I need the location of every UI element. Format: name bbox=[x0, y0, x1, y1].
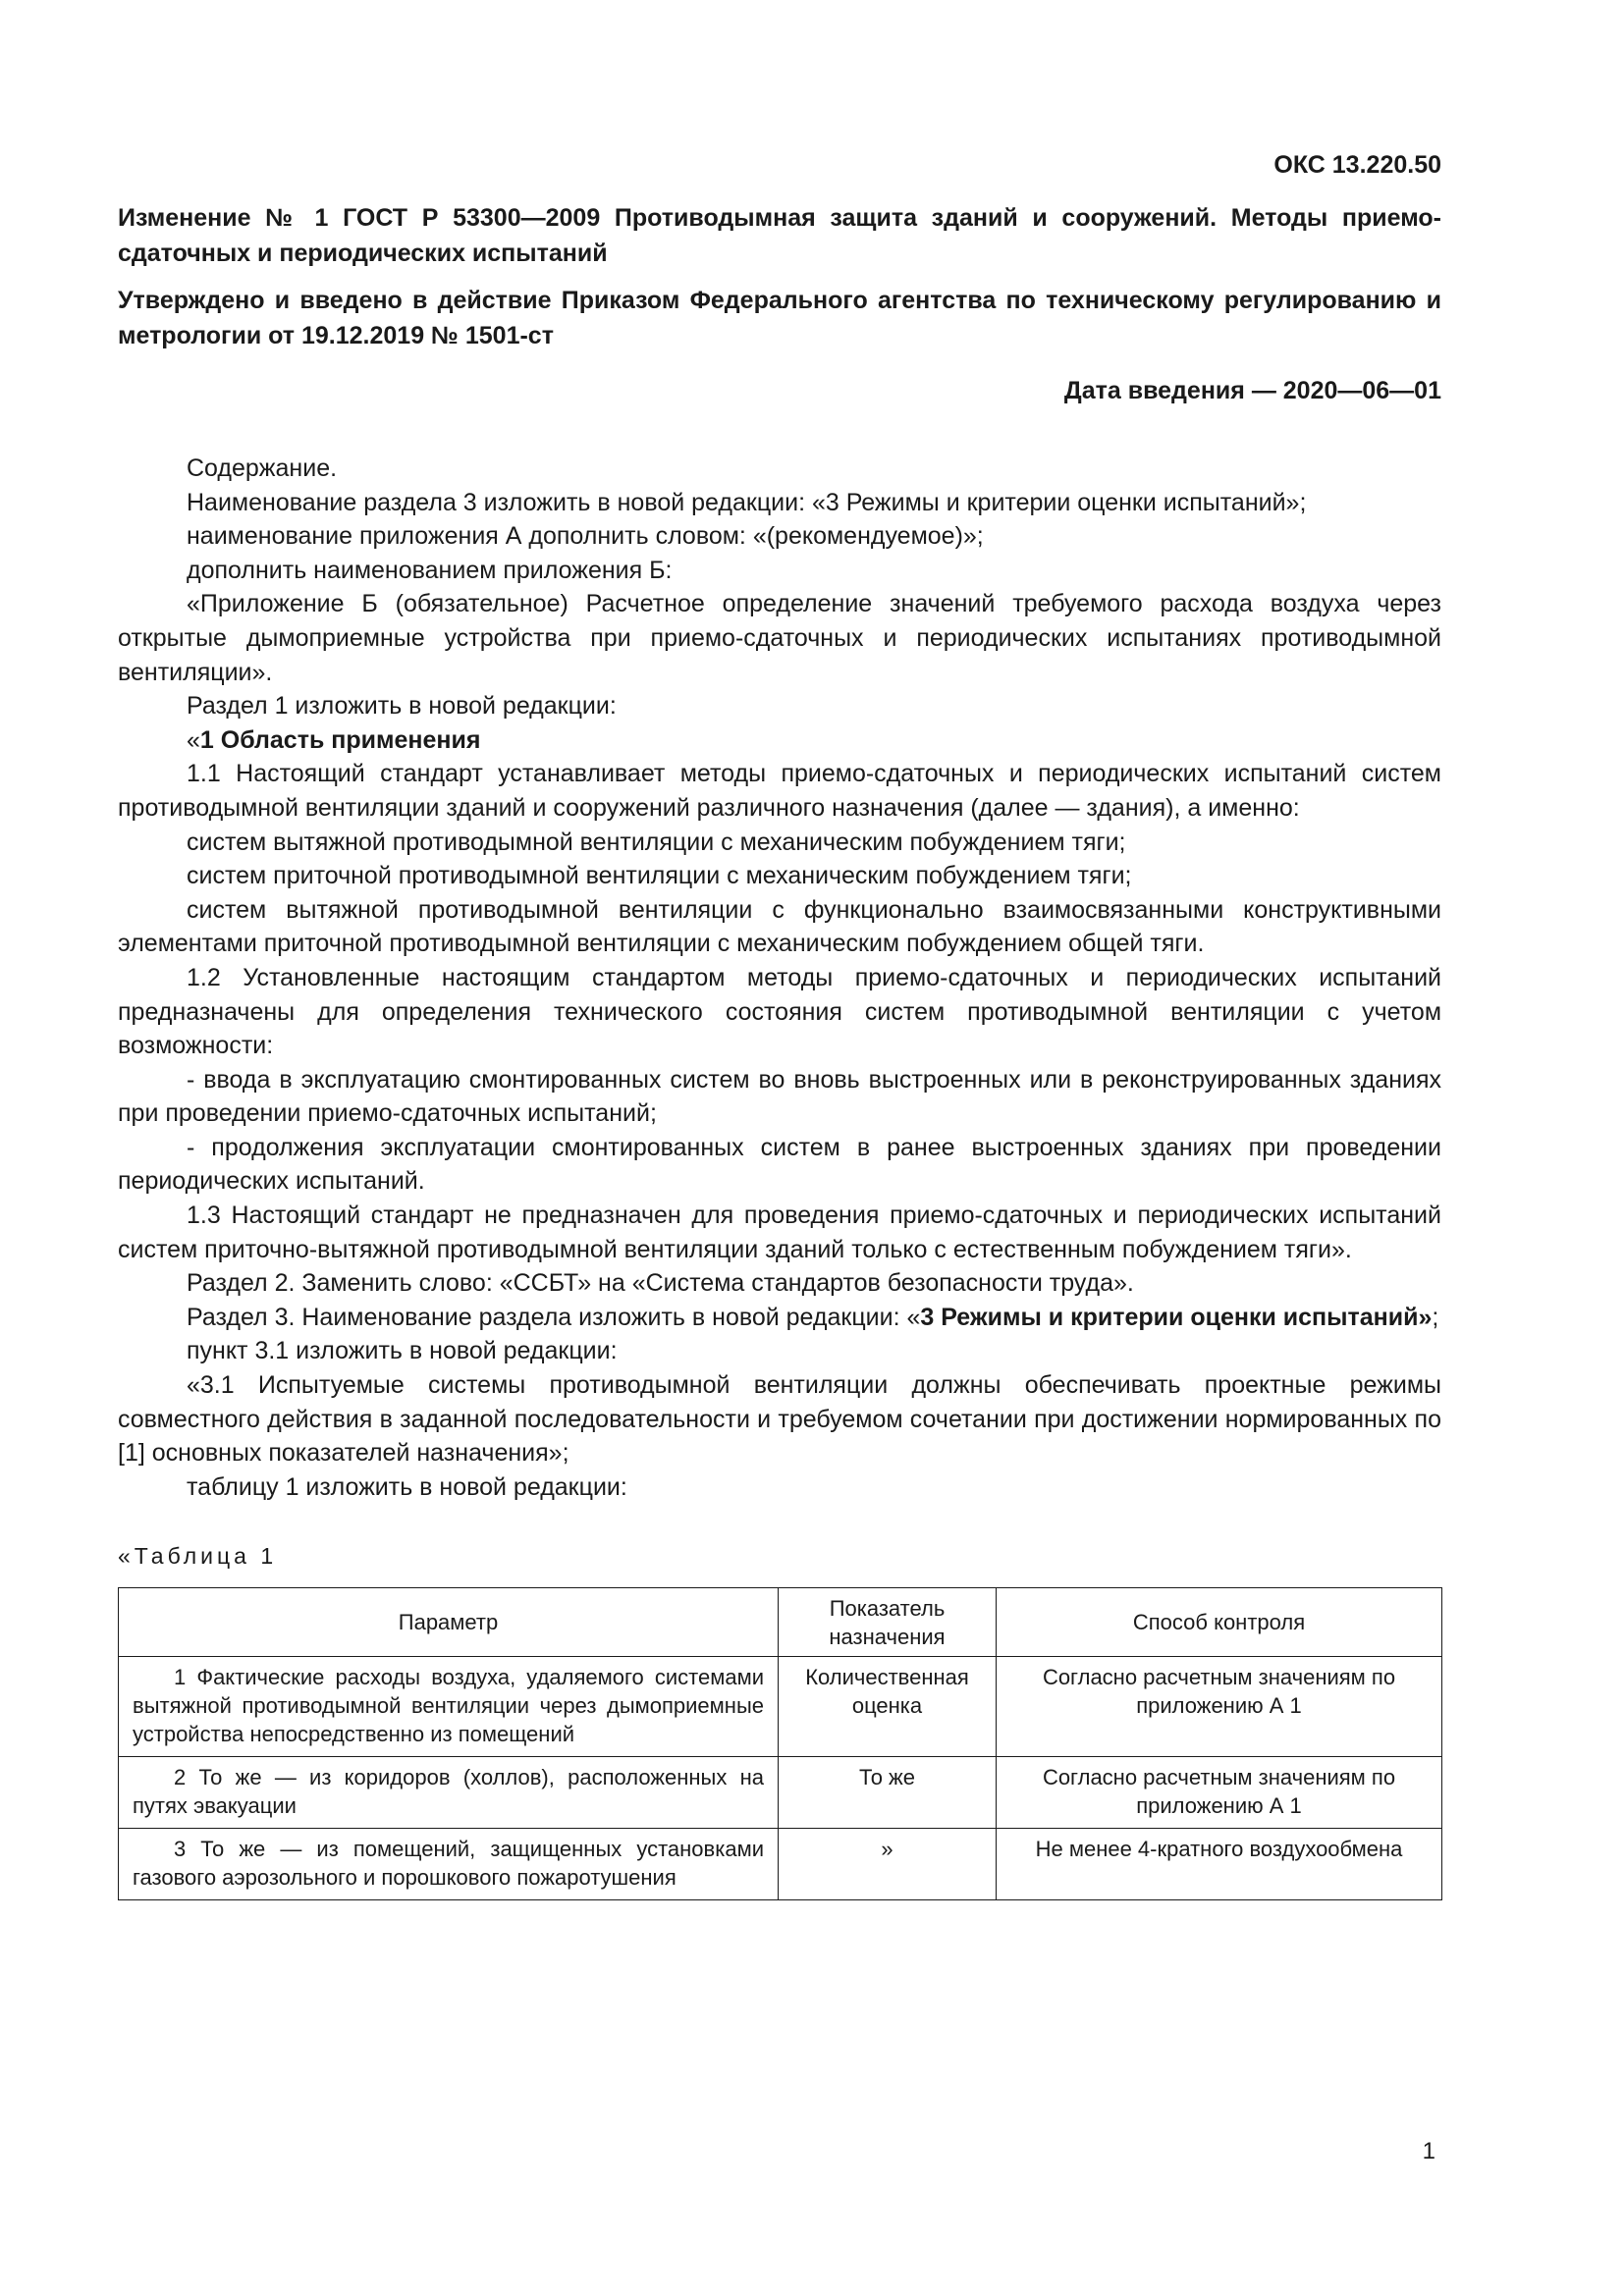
text-run: Раздел 3. Наименование раздела изложить в новой редакции: « bbox=[187, 1303, 921, 1331]
paragraph: «3.1 Испытуемые системы противодымной вентиляции должны обеспечивать проектные режимы совместного действия в заданной последовательности и требуемом сочетании при достижении нормированных по [1] основных показателей назначения»; bbox=[118, 1371, 1441, 1468]
paragraph: Раздел 1 изложить в новой редакции: bbox=[187, 692, 617, 721]
paragraph: 1.1 Настоящий стандарт устанавливает методы приемо-сдаточных и периодических испытаний систем противодымной вентиляции зданий и сооружений различного назначения (далее — здания), а именно: bbox=[118, 760, 1441, 822]
header-cell: Способ контроля bbox=[997, 1588, 1442, 1657]
paragraph: Раздел 2. Заменить слово: «ССБТ» на «Система стандартов безопасности труда». bbox=[187, 1269, 1134, 1298]
table-row bbox=[119, 1829, 1442, 1900]
text-run: ; bbox=[1432, 1303, 1439, 1331]
table-cell: » bbox=[779, 1829, 997, 1900]
table-1 bbox=[118, 1587, 1442, 1900]
document-page bbox=[118, 147, 1441, 1900]
paragraph: Наименование раздела 3 изложить в новой редакции: «3 Режимы и критерии оценки испытаний»; bbox=[187, 488, 1307, 516]
paragraph: систем приточной противодымной вентиляции с механическим побуждением тяги; bbox=[187, 862, 1132, 890]
table-row bbox=[119, 1757, 1442, 1829]
amendment-title: Изменение № 1 ГОСТ Р 53300—2009 Противодымная защита зданий и сооружений. Методы приемо-сдаточных и периодических испытаний bbox=[118, 204, 1441, 267]
paragraph: - продолжения эксплуатации смонтированных систем в ранее выстроенных зданиях при проведении периодических испытаний. bbox=[118, 1133, 1441, 1196]
table-caption: «Таблица 1 bbox=[118, 1543, 278, 1570]
table-cell: Согласно расчетным значениям по приложению А 1 bbox=[997, 1757, 1442, 1829]
paragraph: систем вытяжной противодымной вентиляции с функционально взаимосвязанными конструктивными элементами приточной противодымной вентиляции с механическим побуждением общей тяги. bbox=[118, 895, 1441, 958]
amendment-body bbox=[118, 452, 1441, 1504]
paragraph: «Приложение Б (обязательное) Расчетное определение значений требуемого расхода воздуха через открытые дымоприемные устройства при приемо-сдаточных и периодических испытаниях противодымной вентиляции». bbox=[118, 590, 1441, 686]
effective-date: Дата введения — 2020—06—01 bbox=[1063, 377, 1441, 404]
table-cell: 3 То же — из помещений, защищенных установками газового аэрозольного и порошкового пожаротушения bbox=[119, 1829, 779, 1900]
table-cell: 2 То же — из коридоров (холлов), расположенных на путях эвакуации bbox=[119, 1757, 779, 1829]
paragraph: 1.3 Настоящий стандарт не предназначен для проведения приемо-сдаточных и периодических испытаний систем приточно-вытяжной противодымной вентиляции зданий только с естественным побуждением тяги». bbox=[118, 1201, 1441, 1263]
approval-statement: Утверждено и введено в действие Приказом Федерального агентства по техническому регулированию и метрологии от 19.12.2019 № 1501-ст bbox=[118, 287, 1441, 349]
table-cell: То же bbox=[779, 1757, 997, 1829]
paragraph: пункт 3.1 изложить в новой редакции: bbox=[187, 1337, 618, 1365]
opening-quote: « bbox=[187, 725, 200, 754]
paragraph: систем вытяжной противодымной вентиляции с механическим побуждением тяги; bbox=[187, 828, 1126, 856]
section-heading: 1 Область применения bbox=[199, 725, 481, 754]
table-cell: Не менее 4-кратного воздухообмена bbox=[997, 1829, 1442, 1900]
paragraph: 1.2 Установленные настоящим стандартом методы приемо-сдаточных и периодических испытаний предназначены для определения технического состояния систем противодымной вентиляции с учетом возможности: bbox=[118, 963, 1441, 1060]
table-cell: 1 Фактические расходы воздуха, удаляемого системами вытяжной противодымной вентиляции через дымоприемные устройства непосредственно из помещений bbox=[119, 1657, 779, 1757]
table-header-row bbox=[119, 1588, 1442, 1657]
paragraph bbox=[118, 1301, 1441, 1335]
header-cell: Параметр bbox=[119, 1588, 779, 1657]
table-cell: Количественная оценка bbox=[779, 1657, 997, 1757]
paragraph: Содержание. bbox=[187, 454, 338, 482]
paragraph: таблицу 1 изложить в новой редакции: bbox=[187, 1472, 627, 1501]
section-title-bold: 3 Режимы и критерии оценки испытаний» bbox=[920, 1303, 1433, 1331]
table-row bbox=[119, 1657, 1442, 1757]
section-heading-quote bbox=[118, 723, 1441, 758]
paragraph: - ввода в эксплуатацию смонтированных систем во вновь выстроенных или в реконструированных зданиях при проведении приемо-сдаточных испытаний; bbox=[118, 1065, 1441, 1128]
oks-code: ОКС 13.220.50 bbox=[1273, 151, 1441, 179]
table-cell: Согласно расчетным значениям по приложению А 1 bbox=[997, 1657, 1442, 1757]
paragraph: дополнить наименованием приложения Б: bbox=[187, 556, 673, 584]
page-number: 1 bbox=[1422, 2138, 1435, 2164]
paragraph: наименование приложения А дополнить словом: «(рекомендуемое)»; bbox=[187, 522, 984, 551]
header-cell: Показатель назначения bbox=[779, 1588, 997, 1657]
